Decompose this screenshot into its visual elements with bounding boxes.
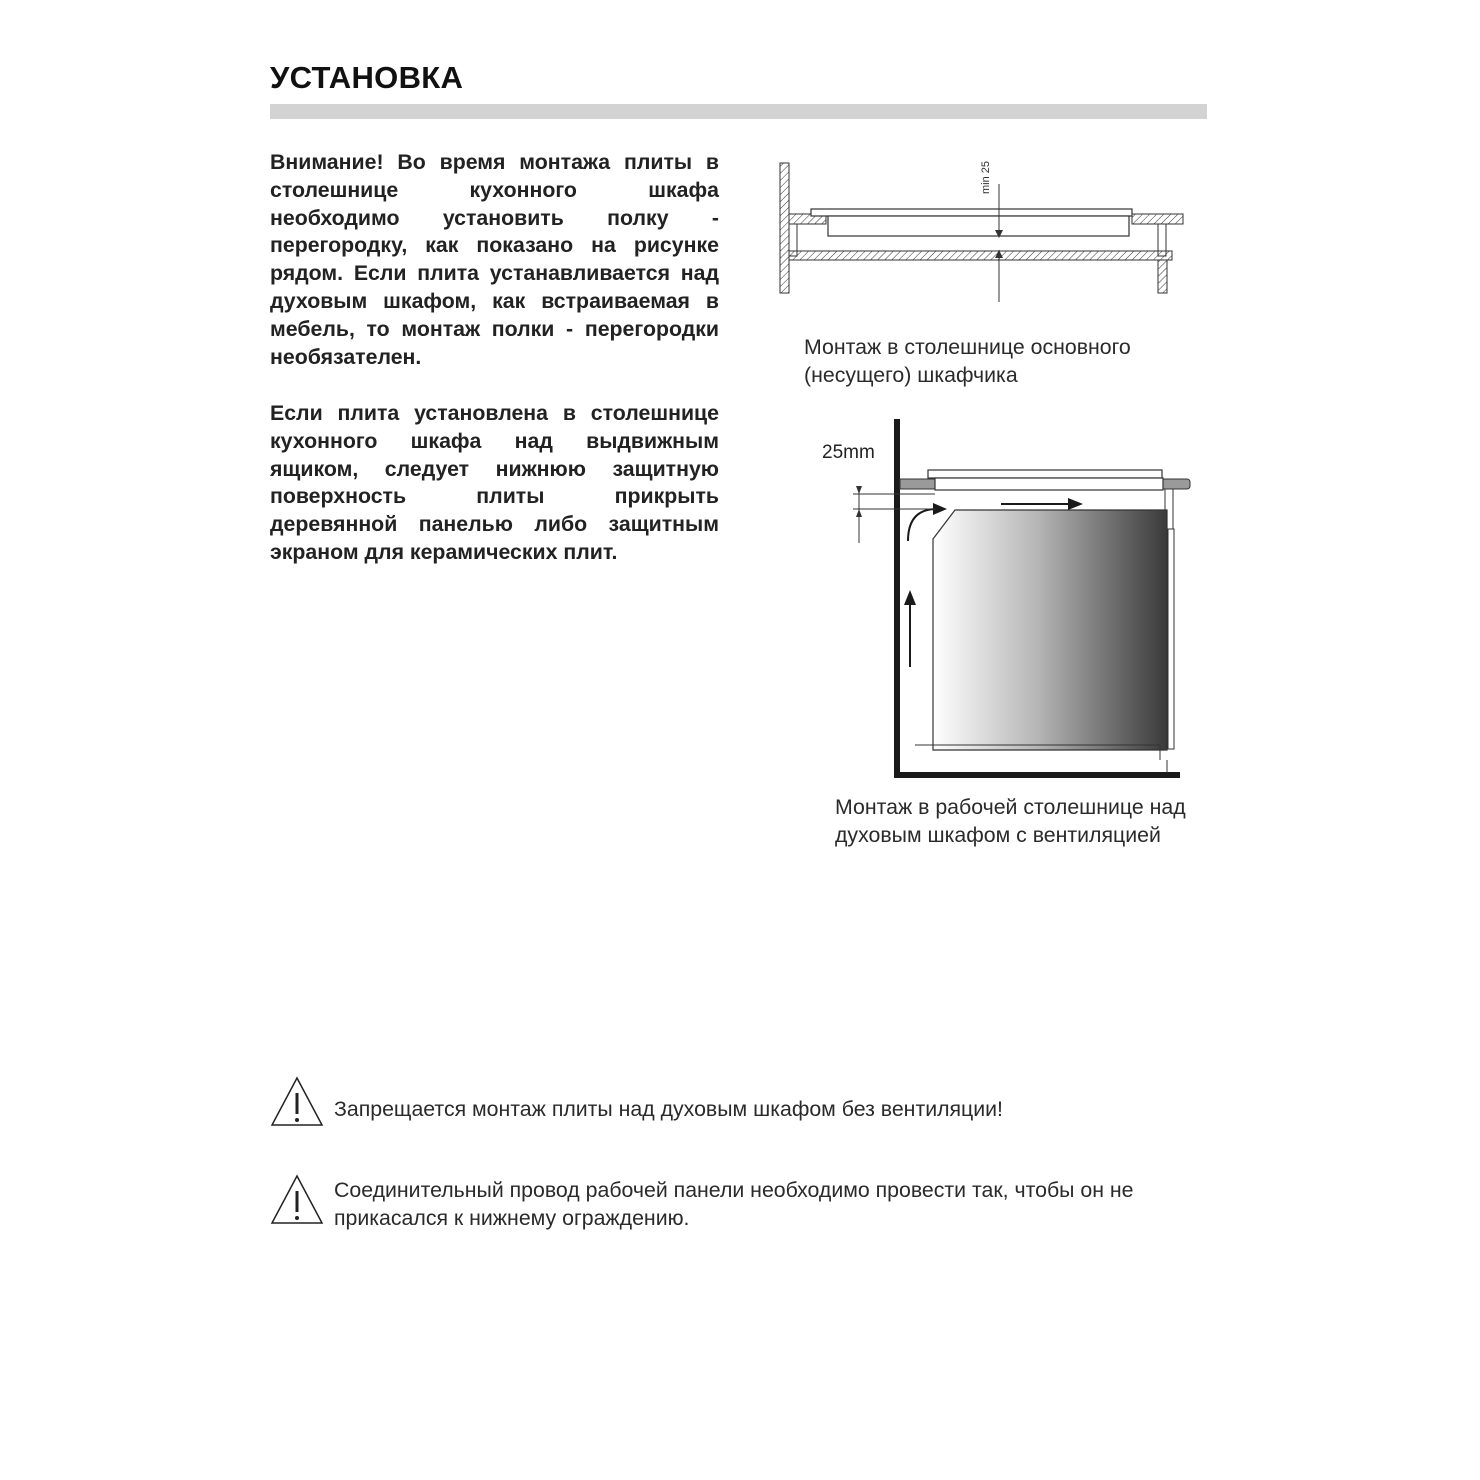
page-title: УСТАНОВКА	[270, 60, 464, 95]
hob-outline	[928, 470, 1163, 490]
oven-body	[915, 510, 1167, 773]
hob-outline	[811, 209, 1132, 236]
warning-text: Соединительный провод рабочей панели необходимо провести так, чтобы он не прикасался к нижнему ограждению.	[334, 1178, 1134, 1230]
drawer-protection-paragraph: Если плита установлена в столешнице кухонного шкафа над выдвижным ящиком, следует нижнюю защитную поверхность плиты прикрыть деревянной панелью либо защитным экраном для керамических плит.	[270, 401, 719, 564]
cabinet-wall-right	[1158, 260, 1167, 293]
warning-triangle-icon	[270, 1075, 324, 1127]
dimension-arrows	[995, 184, 1003, 302]
partition-shelf	[789, 251, 1172, 260]
warning-text: Запрещается монтаж плиты над духовым шкафом без вентиляции!	[334, 1097, 1003, 1121]
title-underline-bar	[270, 104, 1207, 119]
figure-1-caption: Монтаж в столешнице основного (несущего) шкафчика	[804, 335, 1131, 387]
figure-2-caption: Монтаж в рабочей столешнице над духовым шкафом с вентиляцией	[835, 795, 1186, 847]
warning-triangle-icon	[270, 1173, 324, 1225]
countertop-installation-diagram	[775, 150, 1190, 305]
25mm-dimension-label: 25mm	[822, 442, 875, 463]
min-25-dimension-label: min 25	[980, 160, 992, 194]
cabinet-wall-left	[780, 163, 789, 293]
installation-note-paragraph: Внимание! Во время монтажа плиты в столешнице кухонного шкафа необходимо установить полку - перегородку, как показано на рисунке рядом. Если плита устанавливается над духовым шкафом, как встраиваемая в мебель, то монтаж полки - перегородки необязателен.	[270, 150, 719, 369]
oven-installation-diagram	[815, 415, 1200, 783]
